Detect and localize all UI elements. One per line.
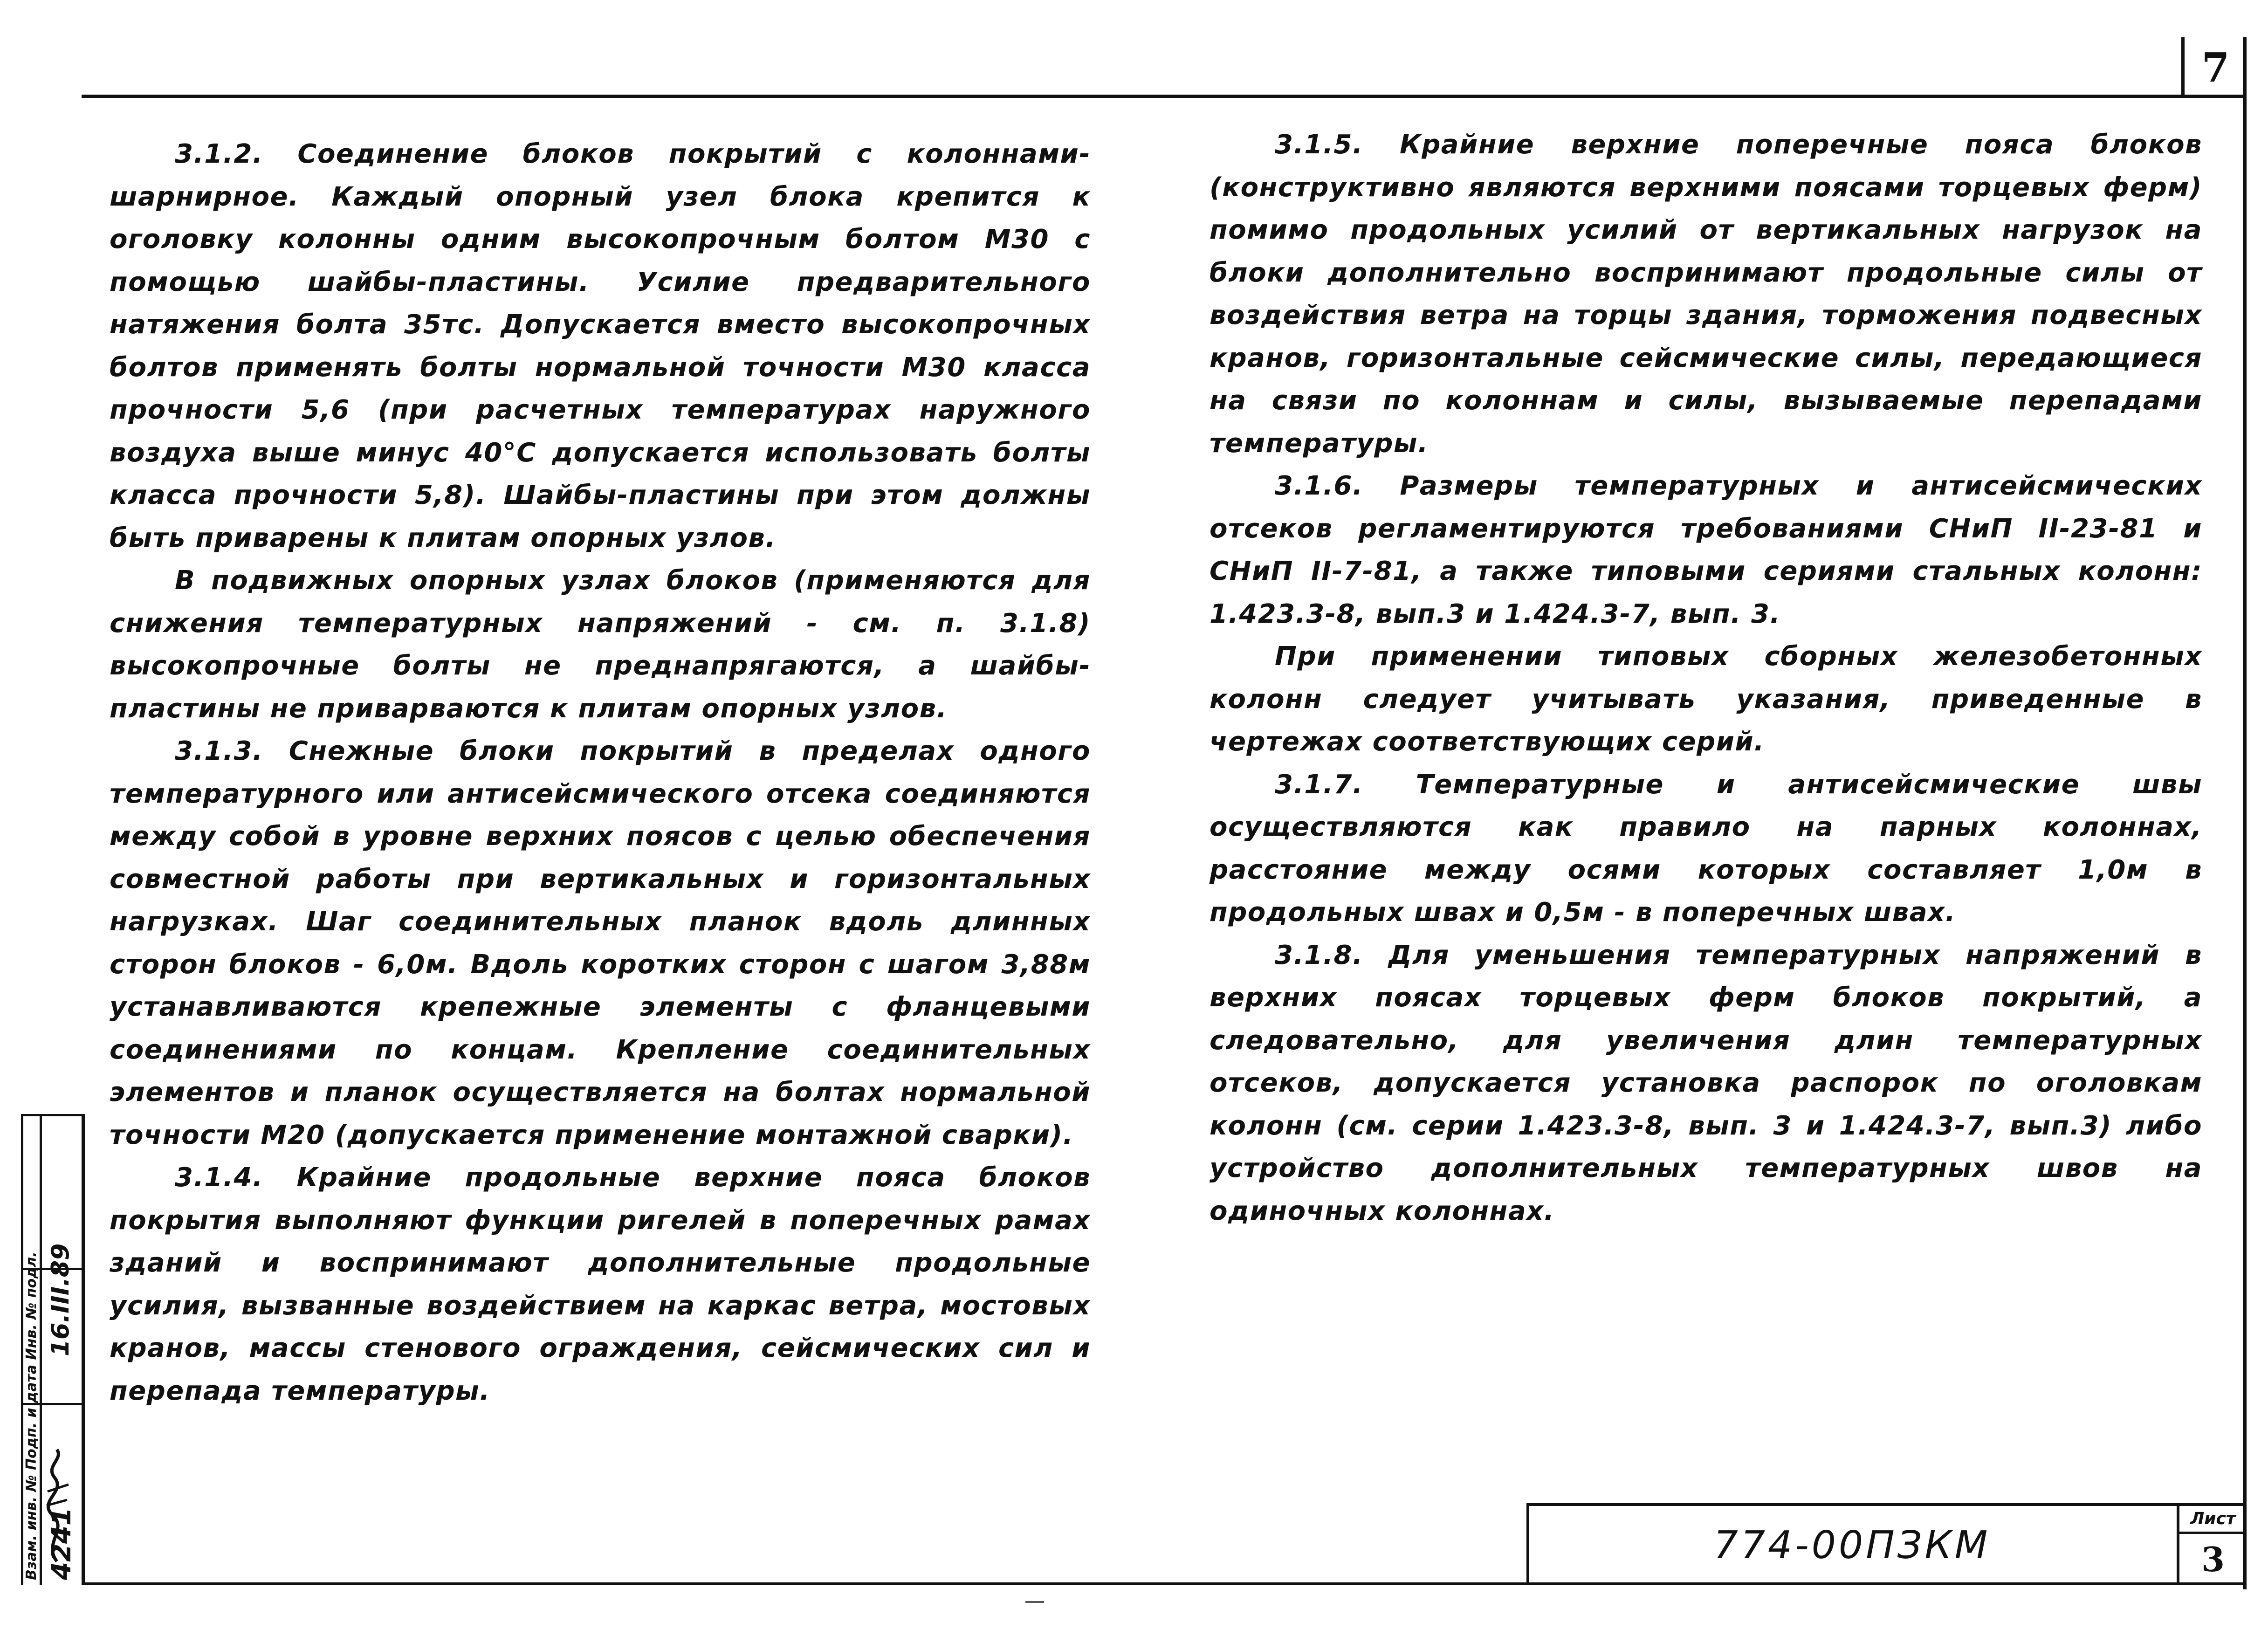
top-border-line <box>82 95 2244 98</box>
sheet-cell <box>2177 1506 2247 1585</box>
stamp-line <box>21 1114 82 1116</box>
paragraph-3-1-8: 3.1.8. Для уменьшения температурных напряжений в верхних поясах торцевых ферм блоков покрытий, а следовательно, для увеличения длин температурных отсеков, допускается установка распорок по оголовкам колонн (см. серии 1.423.3-8, вып. 3 и 1.424.3-7, вып.3) либо устройство дополнительных температурных швов на одиночных колоннах. <box>1210 940 2202 1226</box>
paragraph-3-1-6: 3.1.6. Размеры температурных и антисейсмических отсеков регламентируются требованиями СНиП II-23-81 и СНиП II-7-81, а также типовыми сериями стальных колонн: 1.423.3-8, вып.3 и 1.424.3-7, вып. 3. <box>1210 471 2202 629</box>
right-border-line <box>2243 37 2247 1589</box>
left-text-column <box>110 133 1091 1412</box>
left-border-line <box>82 1114 85 1585</box>
paragraph-3-1-3: 3.1.3. Снежные блоки покрытий в пределах одного температурного или антисейсмического отсека соединяются между собой в уровне верхних поясов с целью обеспечения совместной работы при вертикальных и горизонтальных нагрузках. Шаг соединительных планок вдоль длинных сторон блоков - 6,0м. Вдоль коротких сторон с шагом 3,88м устанавливаются крепежные элементы с фланцевыми соединениями по концам. Крепление соединительных элементов и планок осуществляется на болтах нормальной точности М20 (допускается применение монтажной сварки). <box>110 736 1091 1150</box>
sheet-label: Лист <box>2179 1506 2247 1534</box>
paragraph-3-1-4: 3.1.4. Крайние продольные верхние пояса блоков покрытия выполняют функции ригелей в поперечных рамах зданий и воспринимают дополнительные продольные усилия, вызванные воздействием на каркас ветра, мостовых кранов, массы стенового ограждения, сейсмических сил и перепада температуры. <box>110 1162 1091 1406</box>
sheet-number: 3 <box>2201 1540 2225 1579</box>
stamp-date: 16.III.89 <box>47 1243 75 1356</box>
right-text-column <box>1210 124 2202 1232</box>
scan-mark <box>1025 1601 1044 1603</box>
page-number: 7 <box>2181 37 2247 98</box>
signature-mark <box>24 1375 76 1571</box>
title-block <box>1526 1503 2247 1585</box>
paragraph-3-1-7: 3.1.7. Температурные и антисейсмические швы осуществляются как правило на парных колоннах, расстояние между осями которых составляет 1,0м в продольных швах и 0,5м - в поперечных швах. <box>1210 769 2202 928</box>
document-code: 774-00ПЗКМ <box>1713 1523 1991 1567</box>
stamp-inventory-number: 4241 <box>47 1507 77 1580</box>
paragraph-3-1-5: 3.1.5. Крайние верхние поперечные пояса блоков (конструктивно являются верхними поясами торцевых ферм) помимо продольных усилий от вертикальных нагрузок на блоки дополнительно воспринимают продольные силы от воздействия ветра на торцы здания, торможения подвесных кранов, горизонтальные сейсмические силы, передающиеся на связи по колоннам и силы, вызываемые перепадами температуры. <box>1210 130 2202 459</box>
paragraph-3-1-2: 3.1.2. Соединение блоков покрытий с колоннами-шарнирное. Каждый опорный узел блока крепится к оголовку колонны одним высокопрочным болтом М30 с помощью шайбы-пластины. Усилие предварительного натяжения болта 35тс. Допускается вместо высокопрочных болтов применять болты нормальной точности М30 класса прочности 5,6 (при расчетных температурах наружного воздуха выше минус 40°С допускается использовать болты класса прочности 5,8). Шайбы-пластины при этом должны быть приварены к плитам опорных узлов. <box>110 139 1091 553</box>
stamp-header-text: Взам. инв. № Подп. и дата Инв. № подл. <box>23 1251 40 1580</box>
paragraph-precast-columns: При применении типовых сборных железобетонных колонн следует учитывать указания, приведенные в чертежах соответствующих серий. <box>1210 641 2202 757</box>
paragraph-movable-supports: В подвижных опорных узлах блоков (применяются для снижения температурных напряжений - см. п. 3.1.8) высокопрочные болты не преднапрягаются, а шайбы-пластины не приварваются к плитам опорных узлов. <box>110 565 1091 724</box>
